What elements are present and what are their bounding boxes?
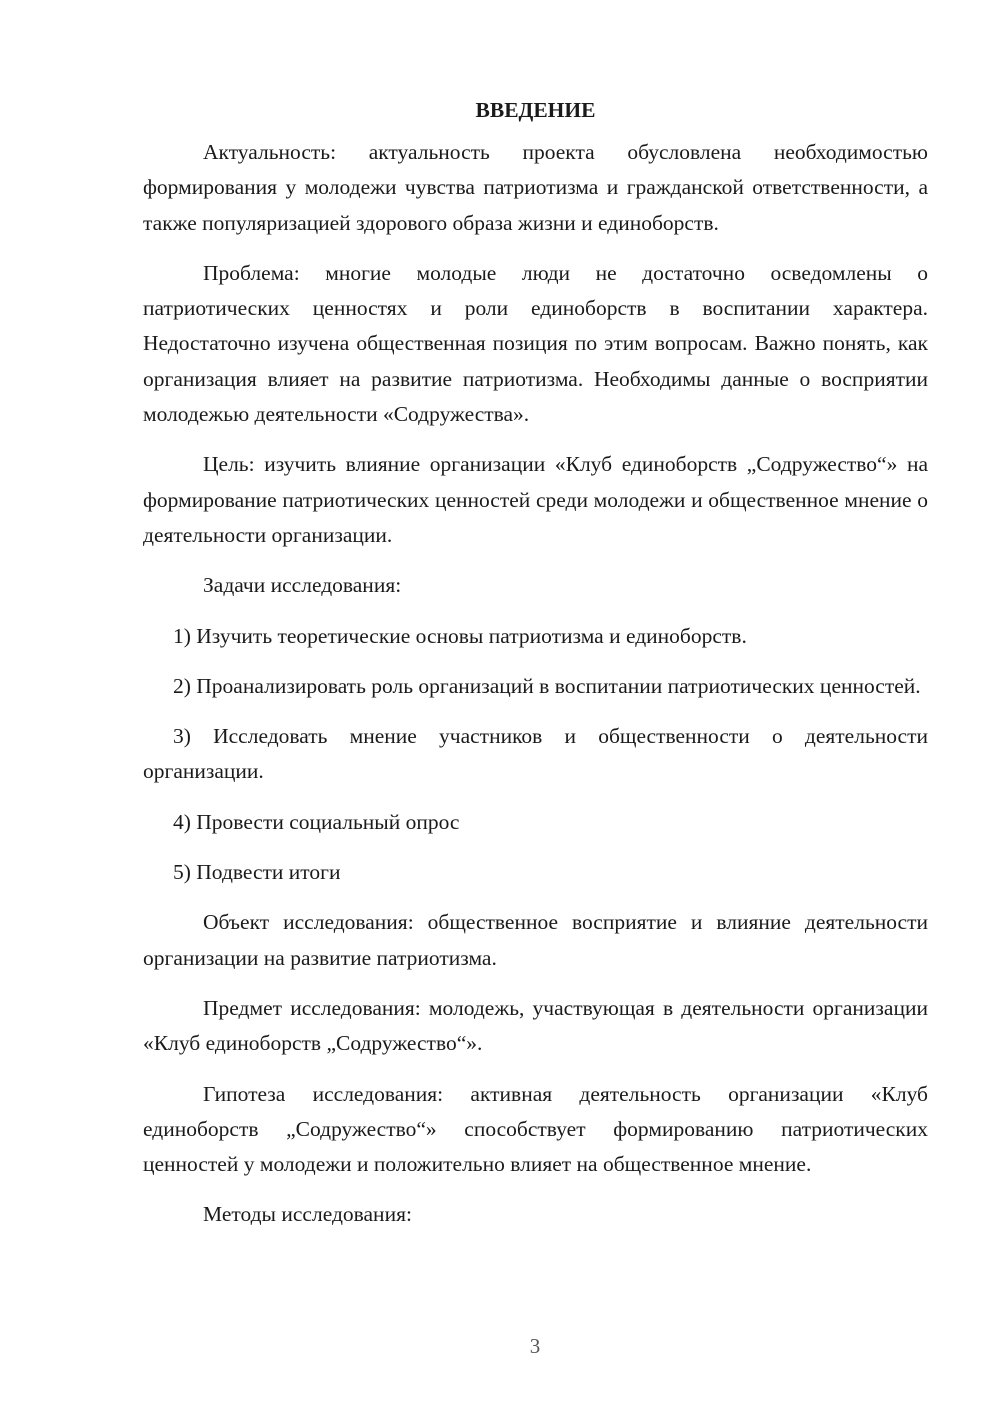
section-title: ВВЕДЕНИЕ bbox=[475, 98, 596, 122]
page-number: 3 bbox=[529, 1334, 541, 1358]
object-paragraph: Объект исследования: общественное восприятие и влияние деятельности организации на развитие патриотизма. bbox=[143, 910, 928, 970]
task-item-5: 5) Подвести итоги bbox=[173, 860, 341, 885]
hypothesis-paragraph: Гипотеза исследования: активная деятельность организации «Клуб единоборств „Содружество“» способствует формированию патриотических ценностей у молодежи и положительно влияет на общественное мнение. bbox=[143, 1081, 928, 1177]
relevance-paragraph: Актуальность: актуальность проекта обусловлена необходимостью формирования у молодежи чувства патриотизма и гражданской ответственности, а также популяризацией здорового образа жизни и единоборств. bbox=[143, 140, 928, 235]
task-item-1: 1) Изучить теоретические основы патриотизма и единоборств. bbox=[173, 623, 747, 648]
goal-paragraph: Цель: изучить влияние организации «Клуб единоборств „Содружество“» на формирование патриотических ценностей среди молодежи и общественное мнение о деятельности организации. bbox=[143, 452, 928, 547]
task-item-4: 4) Провести социальный опрос bbox=[173, 809, 460, 834]
task-item-2: 2) Проанализировать роль организаций в воспитании патриотических ценностей. bbox=[173, 673, 921, 698]
problem-paragraph: Проблема: многие молодые люди не достаточно осведомлены о патриотических ценностях и роли единоборств в воспитании характера. Недостаточно изучена общественная позиция по этим вопросам. Важно понять, как организация влияет на развитие патриотизма. Необходимы данные о восприятии молодежью деятельности «Содружества». bbox=[143, 260, 928, 427]
subject-paragraph: Предмет исследования: молодежь, участвующая в деятельности организации «Клуб единоборств „Содружество“». bbox=[143, 995, 928, 1056]
methods-heading: Методы исследования: bbox=[203, 1202, 412, 1227]
task-item-3: 3) Исследовать мнение участников и общественности о деятельности организации. bbox=[143, 724, 928, 784]
document-page bbox=[143, 95, 928, 1248]
tasks-heading: Задачи исследования: bbox=[203, 573, 402, 598]
